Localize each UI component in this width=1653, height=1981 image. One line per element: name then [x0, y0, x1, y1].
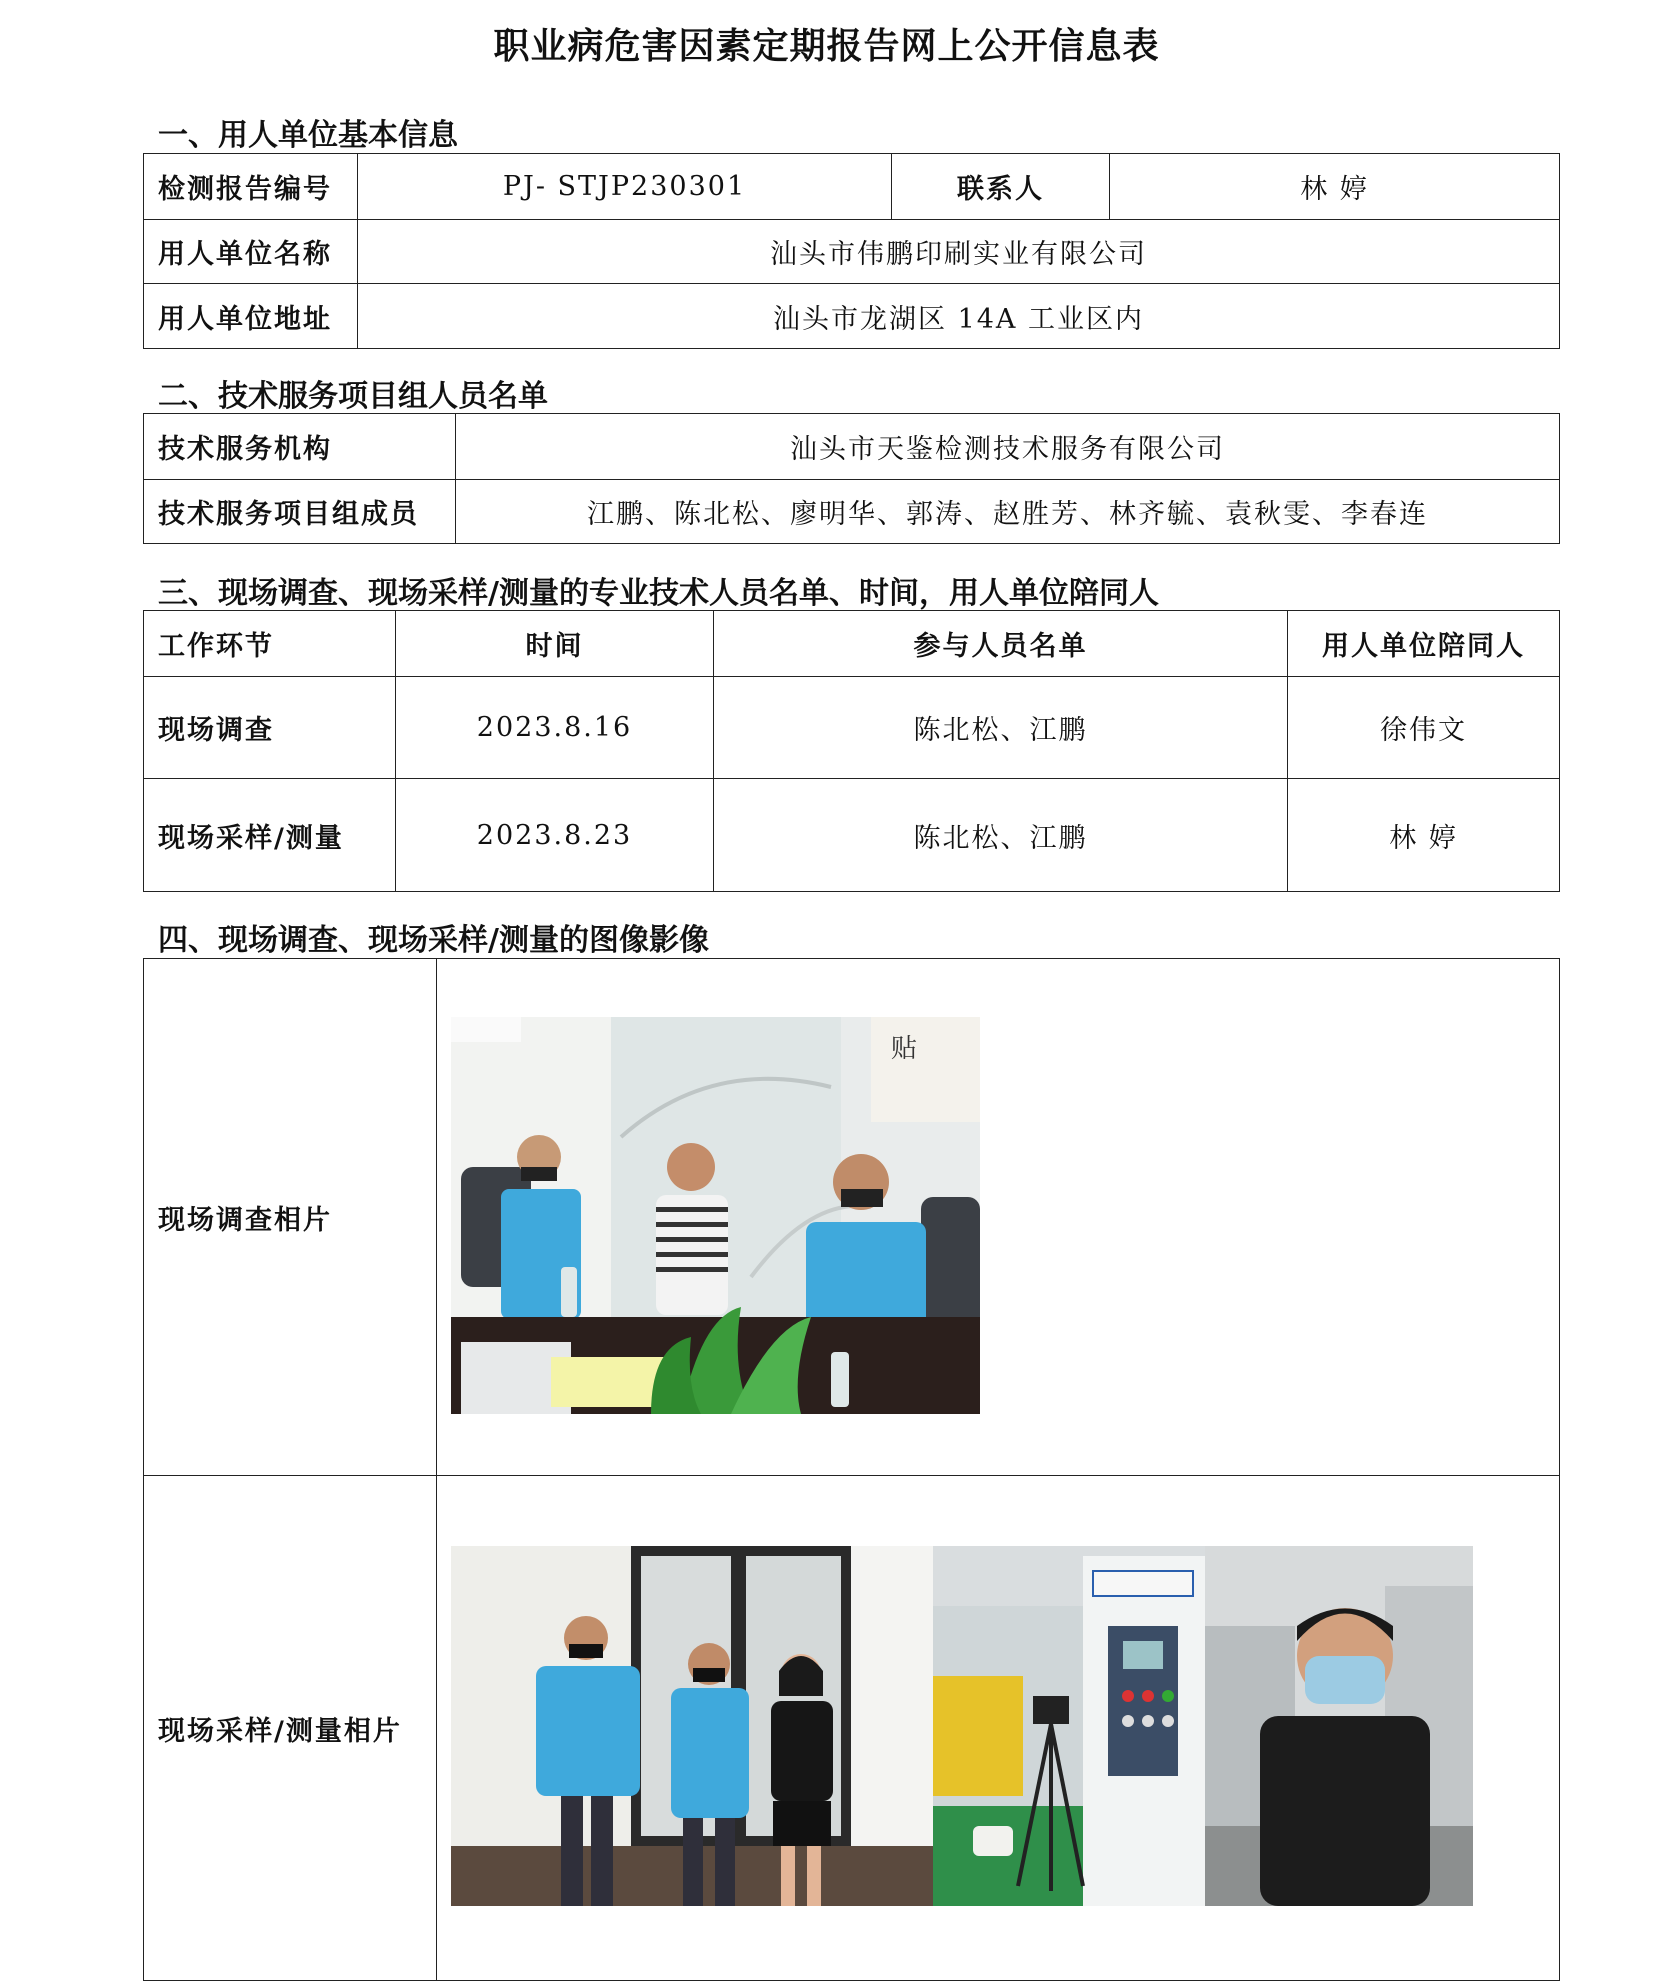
company-name-value: 汕头市伟鹏印刷实业有限公司 [358, 220, 1560, 284]
section4-heading: 四、现场调查、现场采样/测量的图像影像 [158, 923, 709, 958]
report-no-value: PJ- STJP230301 [358, 154, 892, 220]
page-title: 职业病危害因素定期报告网上公开信息表 [493, 26, 1160, 67]
members-label: 技术服务项目组成员 [144, 480, 456, 544]
team-table [143, 413, 1560, 544]
contact-value: 林 婷 [1110, 154, 1560, 220]
agency-value: 汕头市天鉴检测技术服务有限公司 [456, 414, 1560, 480]
time-cell: 2023.8.23 [396, 779, 714, 892]
staff-cell: 陈北松、江鹏 [714, 779, 1288, 892]
survey-photo-label: 现场调查相片 [144, 959, 437, 1476]
stage-cell: 现场调查 [144, 677, 396, 779]
staff-cell: 陈北松、江鹏 [714, 677, 1288, 779]
escort-cell: 徐伟文 [1288, 677, 1560, 779]
agency-label: 技术服务机构 [144, 414, 456, 480]
schedule-table [143, 610, 1560, 892]
report-no-label: 检测报告编号 [144, 154, 358, 220]
table-row [144, 677, 1560, 779]
sampling-group-photo [451, 1546, 933, 1906]
sampling-photo-label: 现场采样/测量相片 [144, 1476, 437, 1981]
members-value: 江鹏、陈北松、廖明华、郭涛、赵胜芳、林齐毓、袁秋雯、李春连 [456, 480, 1560, 544]
sampling-worker-photo [1205, 1546, 1473, 1906]
stage-cell: 现场采样/测量 [144, 779, 396, 892]
escort-cell: 林 婷 [1288, 779, 1560, 892]
sampling-machine-photo [933, 1546, 1205, 1906]
section3-heading: 三、现场调查、现场采样/测量的专业技术人员名单、时间，用人单位陪同人 [158, 576, 1159, 611]
table-row [144, 779, 1560, 892]
header-time: 时间 [396, 611, 714, 677]
time-cell: 2023.8.16 [396, 677, 714, 779]
company-name-label: 用人单位名称 [144, 220, 358, 284]
contact-label: 联系人 [892, 154, 1110, 220]
section1-heading: 一、用人单位基本信息 [158, 118, 458, 153]
section2-heading: 二、技术服务项目组人员名单 [158, 379, 548, 414]
company-address-value: 汕头市龙湖区 14A 工业区内 [358, 284, 1560, 349]
survey-photo [451, 1017, 980, 1414]
header-escort: 用人单位陪同人 [1288, 611, 1560, 677]
header-staff: 参与人员名单 [714, 611, 1288, 677]
company-address-label: 用人单位地址 [144, 284, 358, 349]
header-stage: 工作环节 [144, 611, 396, 677]
svg-text:贴: 贴 [891, 1034, 918, 1064]
basic-info-table [143, 153, 1560, 349]
